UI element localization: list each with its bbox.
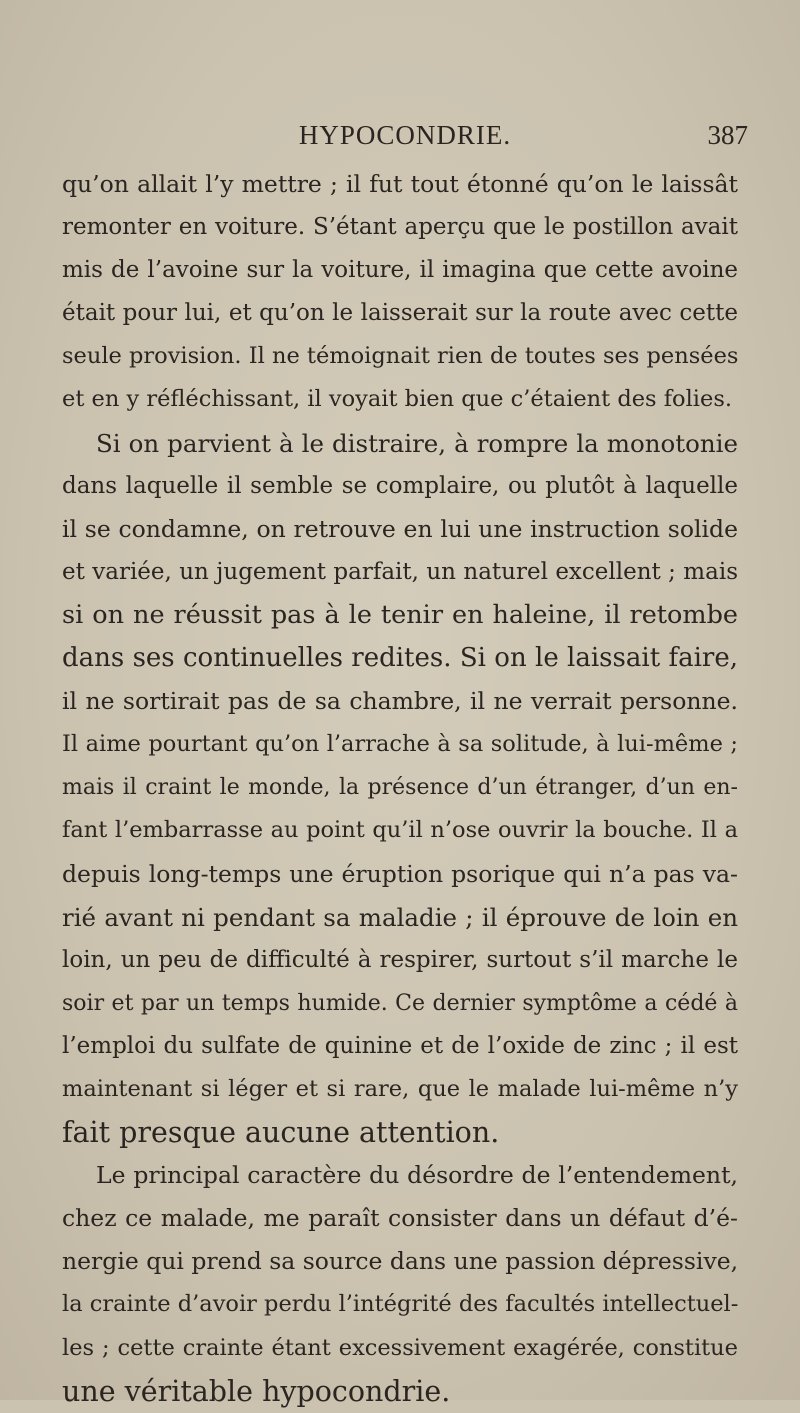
text-line: loin, un peu de difficulté à respirer, surtout s’il marche le — [62, 946, 738, 973]
text-line: depuis long-temps une éruption psorique qui n’a pas va- — [62, 859, 738, 888]
text-line: et variée, un jugement parfait, un naturel excellent ; mais — [62, 558, 738, 585]
text-line: il ne sortirait pas de sa chambre, il ne verrait personne. — [62, 687, 738, 716]
text-line: les ; cette crainte étant excessivement exagérée, constitue — [62, 1334, 738, 1361]
text-line: Si on parvient à le distraire, à rompre la monotonie — [96, 428, 738, 458]
text-line: une véritable hypocondrie. — [62, 1374, 451, 1408]
text-line: il se condamne, on retrouve en lui une instruction solide — [62, 514, 738, 543]
text-line: l’emploi du sulfate de quinine et de l’oxide de zinc ; il est — [62, 1032, 738, 1059]
text-line: seule provision. Il ne témoignait rien de toutes ses pensées — [62, 343, 738, 370]
text-line: dans ses continuelles redites. Si on le laissait faire, — [62, 643, 738, 674]
page-header — [62, 120, 748, 160]
text-line: Il aime pourtant qu’on l’arrache à sa solitude, à lui-même ; — [62, 731, 738, 758]
text-line: la crainte d’avoir perdu l’intégrité des facultés intellectuel- — [62, 1291, 738, 1318]
text-line: soir et par un temps humide. Ce dernier symptôme a cédé à — [62, 990, 738, 1016]
body-text — [62, 163, 738, 1413]
text-line: fant l’embarrasse au point qu’il n’ose ouvrir la bouche. Il a — [62, 817, 738, 844]
text-line: dans laquelle il semble se complaire, ou plutôt à laquelle — [62, 472, 738, 499]
text-line: si on ne réussit pas à le tenir en haleine, il retombe — [62, 599, 738, 630]
text-line: était pour lui, et qu’on le laisserait sur la route avec cette — [62, 300, 738, 327]
text-line: et en y réfléchissant, il voyait bien que c’étaient des folies. — [62, 386, 733, 413]
running-title: HYPOCONDRIE. — [298, 120, 512, 150]
text-line: fait presque aucune attention. — [62, 1116, 500, 1150]
text-line: nergie qui prend sa source dans une passion dépressive, — [62, 1247, 738, 1276]
text-line: mais il craint le monde, la présence d’un étranger, d’un en- — [62, 775, 738, 801]
text-line: maintenant si léger et si rare, que le malade lui-même n’y — [62, 1075, 738, 1102]
text-line: Le principal caractère du désordre de l’entendement, — [96, 1161, 738, 1190]
text-line: mis de l’avoine sur la voiture, il imagina que cette avoine — [62, 257, 738, 284]
page-number: 387 — [707, 120, 748, 150]
text-line: qu’on allait l’y mettre ; il fut tout étonné qu’on le laissât — [62, 170, 738, 198]
text-line: rié avant ni pendant sa maladie ; il éprouve de loin en — [62, 902, 738, 932]
text-line: remonter en voiture. S’étant aperçu que le postillon avait — [62, 214, 738, 241]
text-line: chez ce malade, me paraît consister dans un défaut d’é- — [62, 1204, 738, 1233]
